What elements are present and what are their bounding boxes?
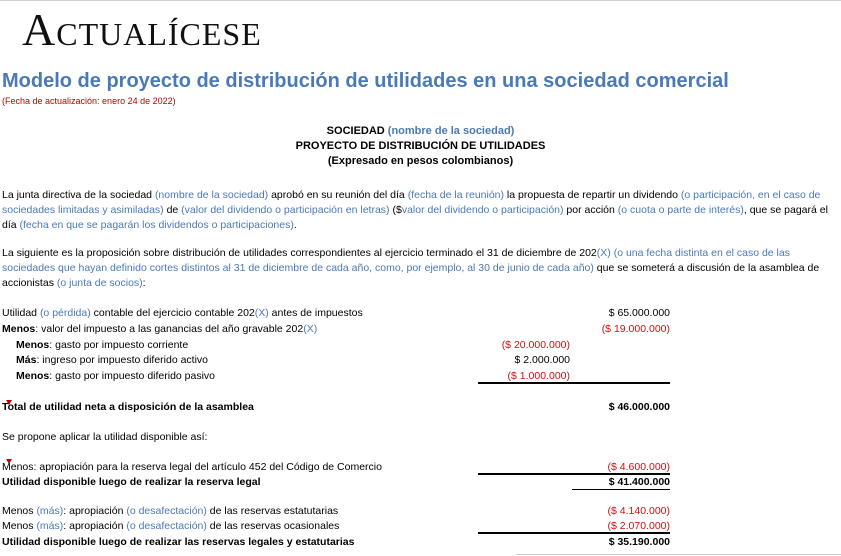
row-label-bold: Más	[16, 354, 37, 366]
paragraph-proposal	[2, 246, 832, 291]
heading-company	[0, 125, 841, 137]
row-label: : apropiación	[63, 505, 127, 517]
row-occasional-reserves	[2, 520, 339, 532]
amount-current-tax: ($ 20.000.000)	[501, 339, 570, 351]
heading-project: PROYECTO DE DISTRIBUCIÓN DE UTILIDADES	[295, 140, 546, 152]
p1-placeholder: (nombre de la sociedad)	[154, 189, 269, 201]
amount-occasional-reserves: ($ 2.070.000)	[607, 520, 670, 532]
p1-placeholder: valor del dividendo o participación)	[401, 204, 564, 216]
p2-text: que se someterá a discusión de la asamblea de accionistas	[2, 262, 820, 289]
row-net-profit: Total de utilidad neta a disposición de la asamblea	[2, 401, 254, 413]
p1-text: La junta directiva de la sociedad	[2, 189, 155, 201]
amount-after-legal-reserve: $ 41.400.000	[608, 476, 670, 488]
row-label: : ingreso por impuesto diferido activo	[36, 354, 209, 366]
amount-legal-reserve: ($ 4.600.000)	[607, 461, 670, 473]
amount-deferred-asset: $ 2.000.000	[514, 354, 570, 366]
row-final-available: Utilidad disponible luego de realizar las reservas legales y estatutarias	[2, 536, 355, 548]
heading-currency: (Expresado en pesos colombianos)	[327, 155, 514, 167]
row-label: Utilidad	[2, 307, 40, 319]
p1-text: la propuesta de repartir un dividendo	[504, 189, 681, 201]
row-placeholder: (X)	[254, 307, 269, 319]
row-accounting-profit	[2, 307, 363, 319]
row-income-tax	[2, 323, 317, 335]
row-label: de las reservas ocasionales	[206, 520, 340, 532]
divider-rule	[478, 473, 670, 475]
p1-text: , que se pagará el día	[2, 204, 828, 231]
row-label: : gasto por impuesto corriente	[49, 339, 189, 351]
p1-text: de	[163, 204, 182, 216]
amount-deferred-liability: ($ 1.000.000)	[507, 370, 570, 382]
heading-company-label: SOCIEDAD	[326, 125, 388, 137]
divider-rule	[478, 532, 670, 534]
row-label-bold: Menos	[16, 370, 50, 382]
row-apply-intro: Se propone aplicar la utilidad disponible así:	[2, 431, 208, 443]
row-label: : gasto por impuesto diferido pasivo	[49, 370, 216, 382]
page-title: Modelo de proyecto de distribución de utilidades en una sociedad comercial	[2, 70, 729, 92]
row-current-tax	[16, 339, 188, 351]
p1-placeholder: (o participación, en el caso de sociedades limitadas y asimiladas)	[2, 189, 821, 216]
p1-text: .	[293, 219, 297, 231]
amount-statutory-reserves: ($ 4.140.000)	[607, 505, 670, 517]
row-statutory-reserves	[2, 505, 338, 517]
row-label-bold: Menos	[16, 339, 50, 351]
row-legal-reserve: Menos: apropiación para la reserva legal del artículo 452 del Código de Comercio	[2, 461, 382, 473]
top-border	[0, 0, 841, 1]
amount-accounting-profit: $ 65.000.000	[608, 307, 670, 319]
amount-net-profit: $ 46.000.000	[608, 401, 670, 413]
divider-rule	[478, 382, 670, 384]
p2-placeholder: (X) (o una fecha distinta en el caso de las sociedades que hayan definido cortes distintos al 31 de diciembre de cada año, como, por ejemplo, al 30 de junio de cada año)	[2, 247, 790, 274]
row-label: : apropiación	[63, 520, 127, 532]
paragraph-board-approval	[2, 188, 832, 233]
amount-income-tax: ($ 19.000.000)	[601, 323, 670, 335]
row-placeholder: (X)	[303, 323, 318, 335]
p1-text: aprobó en su reunión del día	[268, 189, 408, 201]
p2-text: :	[142, 277, 146, 289]
row-after-legal-reserve: Utilidad disponible luego de realizar la reserva legal	[2, 476, 261, 488]
row-label: de las reservas estatutarias	[206, 505, 339, 517]
bottom-border	[516, 554, 841, 555]
row-deferred-asset	[16, 354, 208, 366]
row-label: Menos	[2, 520, 37, 532]
row-deferred-liability	[16, 370, 215, 382]
heading-company-name: (nombre de la sociedad)	[387, 125, 515, 137]
brand-logo[interactable]: Actualícese	[22, 4, 262, 55]
row-label: Menos	[2, 505, 37, 517]
p2-text: La siguiente es la proposición sobre distribución de utilidades correspondientes al ejercicio terminado el 31 de diciembre de 202	[2, 247, 597, 259]
underline-legal	[572, 489, 670, 490]
p1-placeholder: (o cuota o parte de interés)	[617, 204, 744, 216]
p1-text: por acción	[563, 204, 618, 216]
p1-placeholder: (valor del dividendo o participación en letras)	[181, 204, 390, 216]
row-placeholder: (más)	[36, 520, 64, 532]
update-date: (Fecha de actualización: enero 24 de 2022)	[2, 96, 176, 106]
row-label: contable del ejercicio contable 202	[90, 307, 255, 319]
row-label: antes de impuestos	[268, 307, 363, 319]
p1-text: ($	[389, 204, 402, 216]
row-label: : valor del impuesto a las ganancias del año gravable 202	[35, 323, 304, 335]
p1-placeholder: (fecha de la reunión)	[407, 189, 505, 201]
row-label-bold: Menos	[2, 323, 36, 335]
row-placeholder: (o desafectación)	[126, 505, 207, 517]
row-placeholder: (o desafectación)	[126, 520, 207, 532]
p2-placeholder: (o junta de socios)	[56, 277, 143, 289]
p1-placeholder: (fecha en que se pagarán los dividendos o participaciones)	[19, 219, 294, 231]
row-placeholder: (o pérdida)	[39, 307, 91, 319]
row-placeholder: (más)	[36, 505, 64, 517]
amount-final-available: $ 35.190.000	[608, 536, 670, 548]
